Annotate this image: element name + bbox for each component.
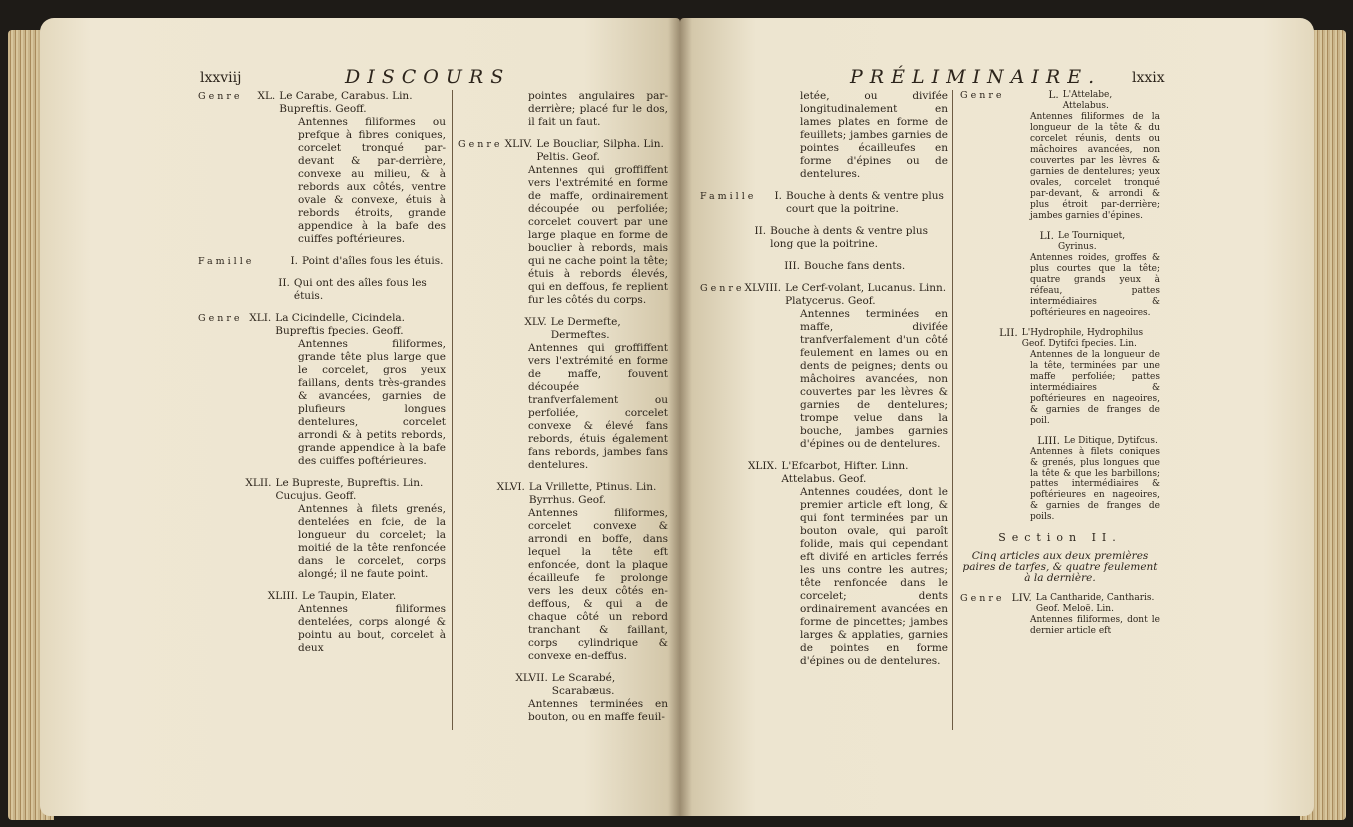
rank-label [198,277,249,303]
entry-description: pointes angulaires par-derrière; placé fur le dos, il fait un faut. [528,90,668,128]
section-block [960,532,1160,584]
entry-number: XLIII. [267,590,298,602]
right-page-number: lxxix [1132,70,1165,86]
entry [700,90,948,181]
entry-number: II. [278,277,290,289]
rank-label [458,672,508,698]
entry-number: XLVI. [496,481,525,493]
open-book [8,12,1346,820]
entry [198,477,446,581]
entry [458,672,668,724]
entry-heading [198,277,446,303]
entry-heading [198,90,446,116]
entry-number: L. [1048,89,1059,101]
entry-name: Le Ditique, Dytifcus. [1064,435,1158,446]
entry-number: XLIV. [504,138,533,150]
entry-number: XLI. [249,312,272,324]
entry-description: Antennes filiformes, dont le dernier article eft [1030,615,1160,637]
entry-description: Antennes terminées en maffe, divifée tranfverfalement d'un côté feulement en lames ou en dents de peignes; dents ou mâchoires avancées, non couvertes par les lèvres & garnies de dentelures; trompe velue dans la bouche, jambes garnies d'épines ou de dentelures. [800,308,948,450]
entry-heading [700,260,948,273]
entry-name: Le Taupin, Elater. [302,590,397,602]
entry-name: L'Hydrophile, Hydrophilus Geof. Dytifci fpecies. Lin. [1021,327,1144,349]
rank-label [960,436,1016,447]
entry-name: Bouche fans dents. [804,260,906,272]
rank-label [960,328,992,350]
rank-label [458,481,495,507]
rank-label [198,590,254,603]
entry-name: Le Dermefte, Dermeftes. [550,316,621,341]
entry-description: Antennes filiformes de la longueur de la tête & du corcelet réunis, dents ou mâchoires avancées, non couvertes par les lèvres & garnies de dentelures; yeux ovales, corcelet tronqué par-devant, & arrondi & plus étroit par-derrière; jambes garnies d'épines. [1030,111,1160,221]
entry [700,282,948,451]
entry-name: Le Bupreste, Bupreftis. Lin. Cucujus. Geoff. [275,477,424,502]
entry-description: letée, ou divifée longitudinalement en lames plates en forme de feuillets; jambes garnies de pointes écailleufes en forme d'épines ou de dentelures. [800,90,948,180]
entry-description: Antennes de la longueur de la tête, terminées par une maffe perfoliée; pattes intermédiaires & poftérieures en nageoires, & garnies de franges de poil. [1030,349,1160,426]
entry [458,90,668,129]
entry-number: I. [774,190,783,202]
entry-name: L'Efcarbot, Hifter. Linn. Attelabus. Geof. [781,460,909,485]
entry-description: Antennes filiformes, corcelet convexe & arrondi en boffe, dans lequel la tête eft enfoncée, dont la plaque écailleufe fe prolonge vers les deux côtés en-deffous, & qui a de chaque côté un rebord tranchant & faillant, corps cylindrique & convexe en-deffus. [528,507,668,662]
entry-name: Le Cerf-volant, Lucanus. Linn. Platycerus. Geof. [785,282,947,307]
entry [198,590,446,655]
entry-description: Antennes qui groffiffent vers l'extrémité en forme de maffe, ordinairement découpée ou perfoliée; corcelet couvert par une large plaque en forme de bouclier à rebords, mais qui ne cache point la tête; étuis à rebords élevés, qui en deffous, fe replient fur les côtés du corps. [528,164,668,306]
column-rule [452,90,453,730]
left-column-1 [198,90,446,664]
rank-label: Genre [198,91,243,102]
entry [198,255,446,268]
entry-description: Antennes coudées, dont le premier article eft long, & qui font terminées par un bouton ovale, qui paroît folide, mais qui cependant eft divifé en articles ferrés les uns contre les autres; tête renfoncée dans le corcelet; dents ordinairement avancées en forme de pincettes; jambes larges & applaties, garnies de pointes en forme d'épines ou de dentelures. [800,486,948,667]
section-title: Section II. [998,531,1122,545]
rank-label [198,477,239,503]
entry-number: XLVII. [515,672,548,684]
entry-name: La Cantharide, Cantharis. Geof. Meloë. Lin. [1035,593,1155,615]
entry-heading [198,477,446,503]
right-page [680,18,1314,816]
rank-label: Genre [960,593,1005,605]
entry-number: LIII. [1037,434,1060,447]
entry-number: XLIX. [747,460,778,472]
entry [700,225,948,251]
rank-label [960,231,1013,253]
entry-heading [700,190,948,216]
entry-heading [960,328,1160,350]
right-column-2 [960,90,1160,646]
entry [700,460,948,668]
right-column-1 [700,90,948,677]
entry-name: Qui ont des aîles fous les étuis. [293,277,427,302]
entry-heading [960,593,1160,615]
left-page-number: lxxviij [200,70,242,86]
left-running-title: DISCOURS [345,66,511,88]
entry-number: I. [290,255,298,267]
entry [198,90,446,246]
entry-name: La Cicindelle, Cicindela. Bupreftis fpecies. Geoff. [275,312,406,337]
rank-label: Genre [700,283,745,294]
entry [960,593,1160,637]
entry [700,260,948,273]
entry-description: Antennes qui groffiffent vers l'extrémité en forme de maffe, fouvent découpée tranfverfalement ou perfoliée, corcelet convexe & élevé fans rebords, étuis également fans rebords, jambes fans dentelures. [528,342,668,471]
entry-heading [458,316,668,342]
entry-number: III. [784,260,800,272]
entry-description: Antennes filiformes dentelées, corps alongé & pointu au bout, corcelet à deux [298,603,446,654]
entry-heading [458,138,668,164]
entry [198,277,446,303]
entry-description: Antennes à filets grenés, dentelées en fcie, de la longueur du corcelet; la moitié de la tête renfoncée dans le corcelet, corps alongé; il ne faute point. [298,503,446,580]
entry-name: Le Boucliar, Silpha. Lin. Peltis. Geof. [536,138,664,163]
book-gutter [668,18,692,816]
entry-heading [458,481,668,507]
entry-number: XLVIII. [744,282,782,294]
entry-name: Bouche à dents & ventre plus court que la poitrine. [786,190,944,215]
entry [458,481,668,663]
entry-name: L'Attelabe, Attelabus. [1062,90,1113,111]
entry [458,138,668,307]
entry-number: LI. [1039,229,1055,242]
rank-label: Genre [198,313,243,324]
entry-heading [198,590,446,603]
entry-name: Le Carabe, Carabus. Lin. Bupreftis. Geoff. [279,90,413,115]
entry [960,90,1160,222]
rank-label [458,316,508,342]
rank-label: Genre [458,139,503,150]
entry-heading [700,282,948,308]
rank-label: Famille [700,191,757,202]
left-column-2 [458,90,668,733]
entry-heading [700,225,948,251]
entry-heading [960,90,1160,112]
entry [960,231,1160,319]
rank-label [700,260,756,273]
entry-heading [198,312,446,338]
entry-heading [198,255,446,268]
rank-label: Genre [960,90,1005,101]
entry-name: Point d'aîles fous les étuis. [302,255,444,267]
entry [960,436,1160,524]
section-subtitle: Cinq articles aux deux premières paires de tarfes, & quatre feulement à la dernière. [962,550,1158,585]
entry-name: Le Tourniquet, Gyrinus. [1058,230,1126,252]
left-page [40,18,680,816]
rank-label: Famille [198,256,255,267]
entry-number: XL. [257,90,276,102]
entry-heading [458,672,668,698]
entry [458,316,668,472]
entry-description: Antennes roides, groffes & plus courtes que la tête; quatre grands yeux à réfeau, pattes intermédiaires & poftérieures en nageoires. [1030,252,1160,318]
entry-name: La Vrillette, Ptinus. Lin. Byrrhus. Geof. [528,481,657,506]
entry-heading [700,460,948,486]
entry [960,328,1160,427]
entry-heading [960,436,1160,447]
entry [700,190,948,216]
entry-name: Bouche à dents & ventre plus long que la poitrine. [770,225,928,250]
entry-description: Antennes terminées en bouton, ou en maffe feuil- [528,698,668,723]
entry-number: LII. [999,326,1018,339]
entry-description: Antennes filiformes, grande tête plus large que le corcelet, gros yeux faillans, dents très-grandes & avancées, garnies de plufieurs longues dentelures, corcelet arrondi & à petits rebords, grande appendice à la bafe des cuiffes poftérieures. [298,338,446,467]
entry-number: II. [754,225,767,237]
entry-name: Le Scarabé, Scarabæus. [551,672,616,697]
rank-label [700,460,743,486]
entry-heading [960,231,1160,253]
entry-number: XLII. [245,477,272,489]
entry [198,312,446,468]
entry-number: LIV. [1011,592,1032,605]
entry-number: XLV. [524,316,547,328]
entry-description: Antennes filiformes ou prefque à fibres coniques, corcelet tronqué par-devant & par-derrière, convexe au milieu, & à rebords aux côtés, ventre ovale & convexe, étuis à rebords étroits, grande appendice à la bafe des cuiffes poftérieures. [298,116,446,245]
entry-description: Antennes à filets coniques & grenés, plus longues que la tête & que les barbillons; pattes intermédiaires & poftérieures en nageoires, & garnies de franges de poils. [1030,446,1160,523]
right-running-title: PRÉLIMINAIRE. [850,66,1102,88]
rank-label [700,225,737,251]
column-rule [952,90,953,730]
